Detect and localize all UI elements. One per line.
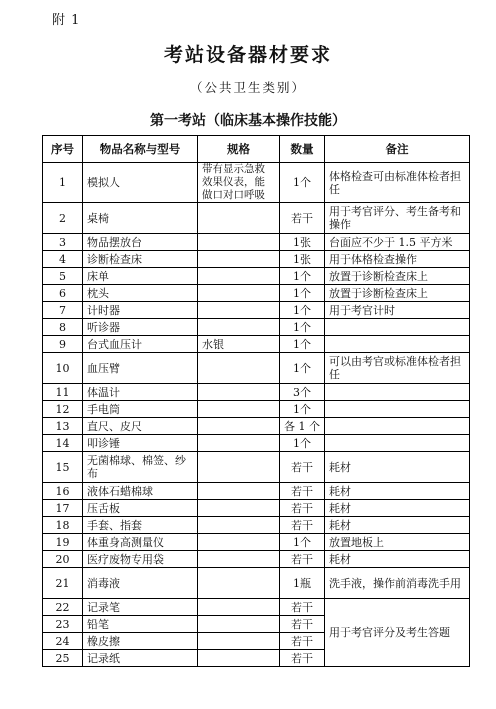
header-note: 备注 xyxy=(325,136,470,163)
row-spec xyxy=(198,633,280,650)
row-item-name: 压舌板 xyxy=(83,500,198,517)
table-row xyxy=(43,203,470,234)
row-spec xyxy=(198,251,280,268)
row-note: 可以由考官或标准体检者担任 xyxy=(325,353,470,384)
row-spec xyxy=(198,551,280,568)
row-quantity: 若干 xyxy=(280,650,325,667)
table-row xyxy=(43,401,470,418)
table-row xyxy=(43,268,470,285)
row-note: 放置于诊断检查床上 xyxy=(325,268,470,285)
row-quantity: 1个 xyxy=(280,268,325,285)
row-index: 11 xyxy=(43,384,83,401)
row-note xyxy=(325,336,470,353)
document-subtitle: （公共卫生类别） xyxy=(189,80,306,95)
row-item-name: 消毒液 xyxy=(83,568,198,599)
row-quantity: 3个 xyxy=(280,384,325,401)
row-spec xyxy=(198,384,280,401)
row-index: 6 xyxy=(43,285,83,302)
row-item-name: 听诊器 xyxy=(83,319,198,336)
row-spec xyxy=(198,418,280,435)
row-spec xyxy=(198,650,280,667)
row-quantity: 若干 xyxy=(280,452,325,483)
table-row xyxy=(43,285,470,302)
row-index: 15 xyxy=(43,452,83,483)
row-note: 耗材 xyxy=(325,517,470,534)
row-spec xyxy=(198,302,280,319)
table-row xyxy=(43,251,470,268)
row-quantity: 1个 xyxy=(280,401,325,418)
row-note-merged: 用于考官评分及考生答题 xyxy=(325,599,470,667)
header-item-name: 物品名称与型号 xyxy=(83,136,198,163)
row-item-name: 直尺、皮尺 xyxy=(83,418,198,435)
row-quantity: 1个 xyxy=(280,302,325,319)
row-note xyxy=(325,384,470,401)
row-item-name: 血压臂 xyxy=(83,353,198,384)
row-spec xyxy=(198,599,280,616)
row-index: 14 xyxy=(43,435,83,452)
row-index: 18 xyxy=(43,517,83,534)
row-note: 放置地板上 xyxy=(325,534,470,551)
row-spec xyxy=(198,285,280,302)
row-spec xyxy=(198,435,280,452)
table-row xyxy=(43,384,470,401)
row-quantity: 若干 xyxy=(280,616,325,633)
table-row xyxy=(43,302,470,319)
row-index: 3 xyxy=(43,234,83,251)
row-quantity: 若干 xyxy=(280,633,325,650)
row-quantity: 若干 xyxy=(280,203,325,234)
row-spec xyxy=(198,268,280,285)
row-spec xyxy=(198,234,280,251)
row-quantity: 1个 xyxy=(280,319,325,336)
row-note: 耗材 xyxy=(325,500,470,517)
row-index: 7 xyxy=(43,302,83,319)
row-quantity: 1个 xyxy=(280,534,325,551)
row-note: 放置于诊断检查床上 xyxy=(325,285,470,302)
table-row xyxy=(43,163,470,203)
row-index: 23 xyxy=(43,616,83,633)
table-row xyxy=(43,336,470,353)
table-row xyxy=(43,353,470,384)
row-item-name: 模拟人 xyxy=(83,163,198,203)
row-note xyxy=(325,319,470,336)
table-row xyxy=(43,551,470,568)
row-index: 20 xyxy=(43,551,83,568)
row-note: 洗手液，操作前消毒洗手用 xyxy=(325,568,470,599)
row-index: 2 xyxy=(43,203,83,234)
row-quantity: 若干 xyxy=(280,599,325,616)
row-index: 9 xyxy=(43,336,83,353)
table-row xyxy=(43,599,470,616)
row-item-name: 计时器 xyxy=(83,302,198,319)
row-quantity: 1张 xyxy=(280,251,325,268)
row-item-name: 体重身高测量仪 xyxy=(83,534,198,551)
row-index: 24 xyxy=(43,633,83,650)
table-row xyxy=(43,234,470,251)
header-spec: 规格 xyxy=(198,136,280,163)
row-item-name: 台式血压计 xyxy=(83,336,198,353)
row-item-name: 手套、指套 xyxy=(83,517,198,534)
row-item-name: 医疗废物专用袋 xyxy=(83,551,198,568)
table-header-row xyxy=(43,136,470,163)
row-index: 25 xyxy=(43,650,83,667)
row-index: 22 xyxy=(43,599,83,616)
row-note: 用于体格检查操作 xyxy=(325,251,470,268)
row-item-name: 诊断检查床 xyxy=(83,251,198,268)
row-index: 21 xyxy=(43,568,83,599)
row-note: 耗材 xyxy=(325,483,470,500)
row-index: 13 xyxy=(43,418,83,435)
row-quantity: 若干 xyxy=(280,500,325,517)
attachment-label: 附 1 xyxy=(52,13,81,28)
table-row xyxy=(43,319,470,336)
row-item-name: 床单 xyxy=(83,268,198,285)
row-note: 耗材 xyxy=(325,551,470,568)
row-spec xyxy=(198,500,280,517)
header-quantity: 数量 xyxy=(280,136,325,163)
row-spec xyxy=(198,319,280,336)
row-item-name: 物品摆放台 xyxy=(83,234,198,251)
row-quantity: 各 1 个 xyxy=(280,418,325,435)
row-index: 12 xyxy=(43,401,83,418)
table-row xyxy=(43,500,470,517)
row-quantity: 若干 xyxy=(280,483,325,500)
row-quantity: 1个 xyxy=(280,435,325,452)
row-item-name: 枕头 xyxy=(83,285,198,302)
table-row xyxy=(43,568,470,599)
row-index: 16 xyxy=(43,483,83,500)
row-spec: 水银 xyxy=(198,336,280,353)
row-item-name: 铅笔 xyxy=(83,616,198,633)
row-item-name: 液体石蜡棉球 xyxy=(83,483,198,500)
row-spec xyxy=(198,517,280,534)
row-quantity: 1个 xyxy=(280,163,325,203)
document-title: 考站设备器材要求 xyxy=(163,44,332,66)
row-item-name: 记录笔 xyxy=(83,599,198,616)
row-note: 用于考官计时 xyxy=(325,302,470,319)
row-quantity: 1张 xyxy=(280,234,325,251)
row-quantity: 1个 xyxy=(280,353,325,384)
table-row xyxy=(43,435,470,452)
row-quantity: 1个 xyxy=(280,285,325,302)
row-quantity: 1瓶 xyxy=(280,568,325,599)
table-row xyxy=(43,418,470,435)
row-note xyxy=(325,418,470,435)
row-note: 用于考官评分、考生备考和操作 xyxy=(325,203,470,234)
table-row xyxy=(43,452,470,483)
row-index: 5 xyxy=(43,268,83,285)
row-item-name: 橡皮擦 xyxy=(83,633,198,650)
table-row xyxy=(43,517,470,534)
header-index: 序号 xyxy=(43,136,83,163)
row-spec: 带有显示急救效果仪表，能做口对口呼吸 xyxy=(198,163,280,203)
table-row xyxy=(43,483,470,500)
row-index: 19 xyxy=(43,534,83,551)
row-item-name: 叩诊锤 xyxy=(83,435,198,452)
row-quantity: 若干 xyxy=(280,551,325,568)
row-note: 耗材 xyxy=(325,452,470,483)
row-spec xyxy=(198,203,280,234)
row-item-name: 体温计 xyxy=(83,384,198,401)
row-note: 台面应不少于 1.5 平方米 xyxy=(325,234,470,251)
row-spec xyxy=(198,401,280,418)
row-item-name: 手电筒 xyxy=(83,401,198,418)
row-index: 8 xyxy=(43,319,83,336)
station-title: 第一考站（临床基本操作技能） xyxy=(150,113,346,129)
table-row xyxy=(43,534,470,551)
row-spec xyxy=(198,483,280,500)
row-spec xyxy=(198,568,280,599)
row-spec xyxy=(198,452,280,483)
row-index: 4 xyxy=(43,251,83,268)
row-quantity: 若干 xyxy=(280,517,325,534)
row-index: 1 xyxy=(43,163,83,203)
row-index: 17 xyxy=(43,500,83,517)
row-item-name: 桌椅 xyxy=(83,203,198,234)
row-spec xyxy=(198,616,280,633)
row-index: 10 xyxy=(43,353,83,384)
row-note xyxy=(325,435,470,452)
row-spec xyxy=(198,534,280,551)
row-quantity: 1个 xyxy=(280,336,325,353)
row-note: 体格检查可由标准体检者担任 xyxy=(325,163,470,203)
row-spec xyxy=(198,353,280,384)
row-note xyxy=(325,401,470,418)
equipment-table xyxy=(42,135,470,667)
row-item-name: 记录纸 xyxy=(83,650,198,667)
row-item-name: 无菌棉球、棉签、纱布 xyxy=(83,452,198,483)
